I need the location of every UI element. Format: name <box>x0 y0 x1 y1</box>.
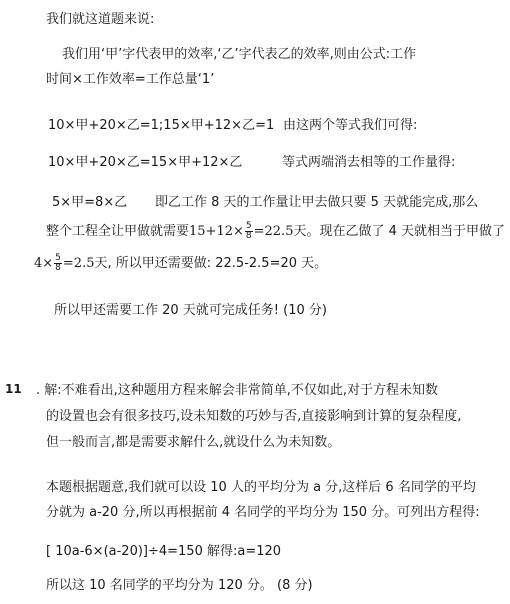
conclusion-line: 所以甲还需要工作 20 天就可完成任务! (10 分) <box>54 303 327 318</box>
math-expression: =2.5 <box>62 256 95 271</box>
equation-line: 10×甲+20×乙=15×甲+12×乙 <box>48 155 243 170</box>
fraction <box>245 222 253 241</box>
equation-note: 由这两个等式我们可得: <box>283 118 418 133</box>
paragraph-line: . 解:不难看出,这种题用方程来解会非常简单,不仅如此,对于方程未知数 <box>36 383 439 398</box>
paragraph-line: 的设置也会有很多技巧,设未知数的巧妙与否,直接影响到计算的复杂程度, <box>46 409 462 424</box>
paragraph-line: 分就为 a-20 分,所以再根据前 4 名同学的平均分为 150 分。可列出方程得: <box>46 505 480 520</box>
fraction-numerator: 5 <box>245 221 252 231</box>
conclusion-line: 所以这 10 名同学的平均分为 120 分。 (8 分) <box>46 578 313 593</box>
fraction <box>54 254 62 273</box>
fraction-denominator: 8 <box>55 263 61 273</box>
paragraph-line: 我们用‘甲’字代表甲的效率,‘乙’字代表乙的效率,则由公式:工作 <box>62 47 417 62</box>
fraction-denominator: 8 <box>245 231 252 241</box>
math-expression: 4× <box>34 256 54 271</box>
equation-line: 5×甲=8×乙 <box>52 195 128 210</box>
paragraph-line: 但一般而言,都是需要求解什么,就设什么为未知数。 <box>46 435 341 450</box>
paragraph-line <box>46 221 505 243</box>
math-expression: =22.5 <box>253 224 294 239</box>
fraction-numerator: 5 <box>55 253 61 263</box>
text-segment: 天。现在乙做了 4 天就相当于甲做了 <box>293 224 506 239</box>
paragraph-line: 时间×工作效率=工作总量‘1’ <box>46 72 215 87</box>
equation-note: 等式两端消去相等的工作量得: <box>282 155 456 170</box>
paragraph-line: 本题根据题意,我们就可以设 10 人的平均分为 a 分,这样后 6 名同学的平均 <box>46 480 476 495</box>
text-segment: 天, 所以甲还需要做: 22.5-2.5=20 天。 <box>94 256 328 271</box>
equation-line: 10×甲+20×乙=1;15×甲+12×乙=1 <box>48 118 275 133</box>
math-expression: 15+12× <box>189 224 244 239</box>
text-segment: 整个工程全让甲做就需要 <box>46 224 190 239</box>
paragraph-line <box>34 253 327 275</box>
equation-note: 即乙工作 8 天的工作量让甲去做只要 5 天就能完成,那么 <box>155 195 479 210</box>
problem-number: 11 <box>5 382 22 396</box>
intro-line: 我们就这道题来说: <box>46 12 155 27</box>
equation-line: [ 10a-6×(a-20)]÷4=150 解得:a=120 <box>46 544 282 559</box>
